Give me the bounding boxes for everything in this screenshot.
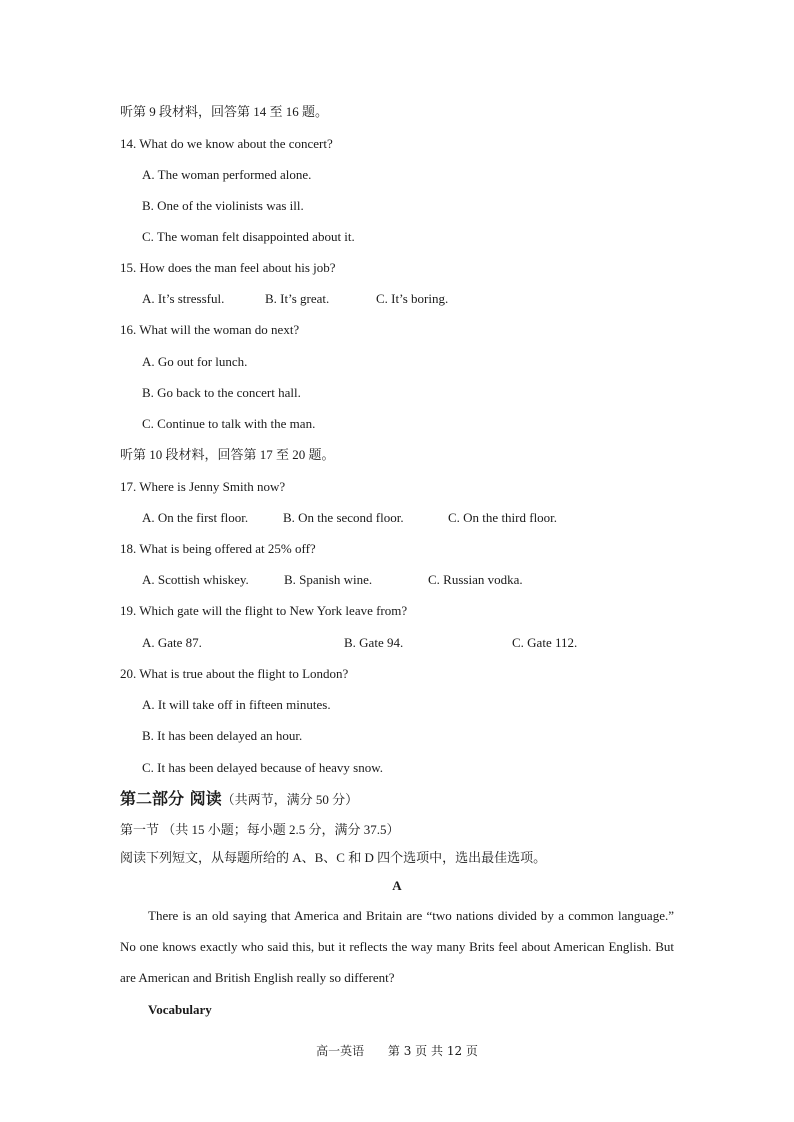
page-footer <box>0 1042 794 1059</box>
option-17-b: B. On the second floor. <box>283 510 404 525</box>
option-15-a: A. It’s stressful. <box>142 291 225 306</box>
passage-letter: A <box>392 878 402 893</box>
option-20-a: A. It will take off in fifteen minutes. <box>142 697 331 712</box>
question-20: 20. What is true about the flight to London? <box>120 666 349 681</box>
option-16-a: A. Go out for lunch. <box>142 354 248 369</box>
option-16-b: B. Go back to the concert hall. <box>142 385 301 400</box>
options-15 <box>142 291 742 307</box>
option-18-b: B. Spanish wine. <box>284 572 373 587</box>
option-19-b: B. Gate 94. <box>344 635 404 650</box>
options-18 <box>142 572 742 588</box>
section10-instruction: 听第 10 段材料，回答第 17 至 20 题。 <box>120 447 335 462</box>
question-16: 16. What will the woman do next? <box>120 322 300 337</box>
section-one-heading: 第一节 （共 15 小题；每小题 2.5 分，满分 37.5） <box>120 822 400 837</box>
option-18-a: A. Scottish whiskey. <box>142 572 249 587</box>
question-18: 18. What is being offered at 25% off? <box>120 541 316 556</box>
part-two-title: 第二部分 阅读 <box>120 789 222 808</box>
option-20-b: B. It has been delayed an hour. <box>142 728 303 743</box>
option-15-b: B. It’s great. <box>265 291 330 306</box>
option-14-b: B. One of the violinists was ill. <box>142 198 304 213</box>
option-19-c: C. Gate 112. <box>512 635 578 650</box>
option-19-a: A. Gate 87. <box>142 635 202 650</box>
options-19 <box>142 635 742 651</box>
passage-paragraph: There is an old saying that America and Britain are “two nations divided by a common language.” No one knows exactly who said this, but it reflects the way many Brits feel about American English. But are American and British English really so different? <box>120 908 674 985</box>
option-18-c: C. Russian vodka. <box>428 572 523 587</box>
question-15: 15. How does the man feel about his job? <box>120 260 336 275</box>
option-15-c: C. It’s boring. <box>376 291 449 306</box>
question-17: 17. Where is Jenny Smith now? <box>120 479 286 494</box>
option-17-c: C. On the third floor. <box>448 510 558 525</box>
question-19: 19. Which gate will the flight to New York leave from? <box>120 603 408 618</box>
part-two-subtitle: （共两节，满分 50 分） <box>221 792 359 807</box>
option-14-a: A. The woman performed alone. <box>142 167 312 182</box>
question-14: 14. What do we know about the concert? <box>120 136 333 151</box>
footer-subject: 高一英语 <box>316 1044 365 1058</box>
footer-page-number: 第 3 页 共 12 页 <box>387 1044 478 1058</box>
reading-instruction: 阅读下列短文，从每题所给的 A、B、C 和 D 四个选项中，选出最佳选项。 <box>120 850 547 865</box>
options-17 <box>142 510 742 526</box>
option-20-c: C. It has been delayed because of heavy snow. <box>142 760 384 775</box>
option-16-c: C. Continue to talk with the man. <box>142 416 316 431</box>
part-two-heading <box>120 789 358 810</box>
vocabulary-heading: Vocabulary <box>148 1002 212 1017</box>
option-14-c: C. The woman felt disappointed about it. <box>142 229 355 244</box>
section9-instruction: 听第 9 段材料，回答第 14 至 16 题。 <box>120 104 329 119</box>
option-17-a: A. On the first floor. <box>142 510 249 525</box>
